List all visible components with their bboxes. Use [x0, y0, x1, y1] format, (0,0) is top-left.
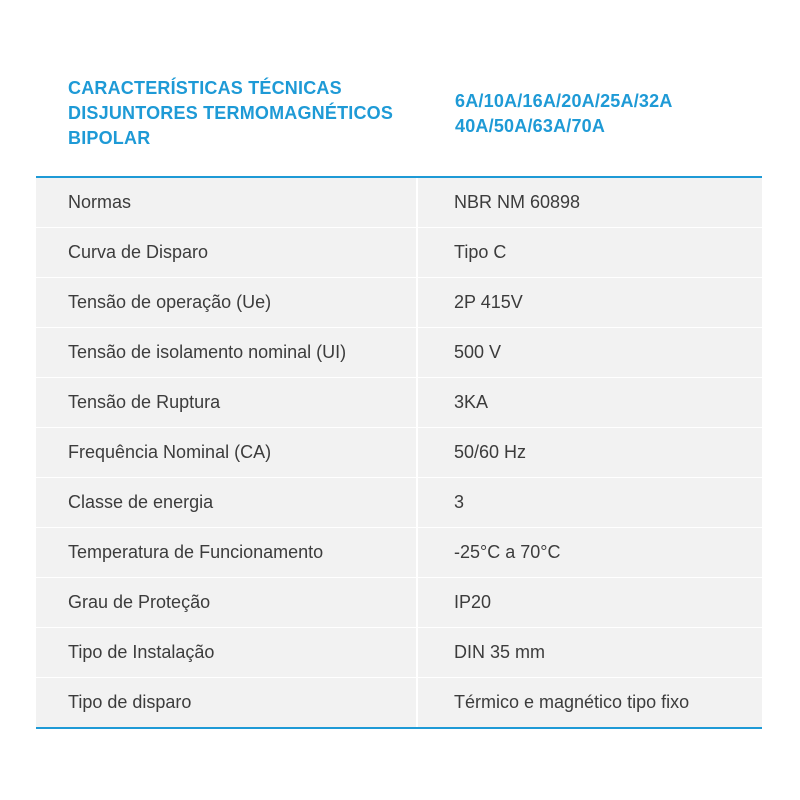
- table-row: [36, 428, 762, 478]
- spec-label: Tipo de disparo: [36, 678, 418, 727]
- spec-value: DIN 35 mm: [454, 642, 546, 662]
- table-row: [36, 578, 762, 628]
- spec-title-line: BIPOLAR: [68, 128, 151, 148]
- spec-label: Grau de Proteção: [36, 578, 418, 627]
- spec-table: [36, 176, 762, 729]
- current-ratings: [455, 89, 775, 139]
- spec-value: NBR NM 60898: [454, 192, 581, 212]
- table-row: [36, 678, 762, 727]
- spec-label: Classe de energia: [36, 478, 418, 527]
- spec-value: Tipo C: [454, 242, 507, 262]
- current-ratings-line: 6A/10A/16A/20A/25A/32A: [455, 91, 673, 111]
- spec-label: Temperatura de Funcionamento: [36, 528, 418, 577]
- table-row: [36, 528, 762, 578]
- table-row: [36, 478, 762, 528]
- spec-value: 3KA: [454, 392, 489, 412]
- spec-value: 50/60 Hz: [454, 442, 527, 462]
- table-row: [36, 178, 762, 228]
- table-row: [36, 328, 762, 378]
- table-row: [36, 378, 762, 428]
- current-ratings-line: 40A/50A/63A/70A: [455, 116, 606, 136]
- spec-value: 500 V: [454, 342, 502, 362]
- spec-label: Tensão de isolamento nominal (UI): [36, 328, 418, 377]
- table-row: [36, 278, 762, 328]
- spec-title-line: CARACTERÍSTICAS TÉCNICAS: [68, 78, 342, 98]
- spec-label: Tipo de Instalação: [36, 628, 418, 677]
- spec-value: IP20: [454, 592, 492, 612]
- spec-value: 3: [454, 492, 465, 512]
- spec-title: [68, 76, 438, 151]
- spec-value: Térmico e magnético tipo fixo: [454, 692, 690, 712]
- spec-label: Curva de Disparo: [36, 228, 418, 277]
- spec-title-line: DISJUNTORES TERMOMAGNÉTICOS: [68, 103, 394, 123]
- table-row: [36, 628, 762, 678]
- spec-value: 2P 415V: [454, 292, 523, 312]
- spec-label: Tensão de operação (Ue): [36, 278, 418, 327]
- table-row: [36, 228, 762, 278]
- spec-header: [0, 0, 800, 176]
- spec-value: -25°C a 70°C: [454, 542, 561, 562]
- spec-label: Normas: [36, 178, 418, 227]
- spec-label: Tensão de Ruptura: [36, 378, 418, 427]
- spec-label: Frequência Nominal (CA): [36, 428, 418, 477]
